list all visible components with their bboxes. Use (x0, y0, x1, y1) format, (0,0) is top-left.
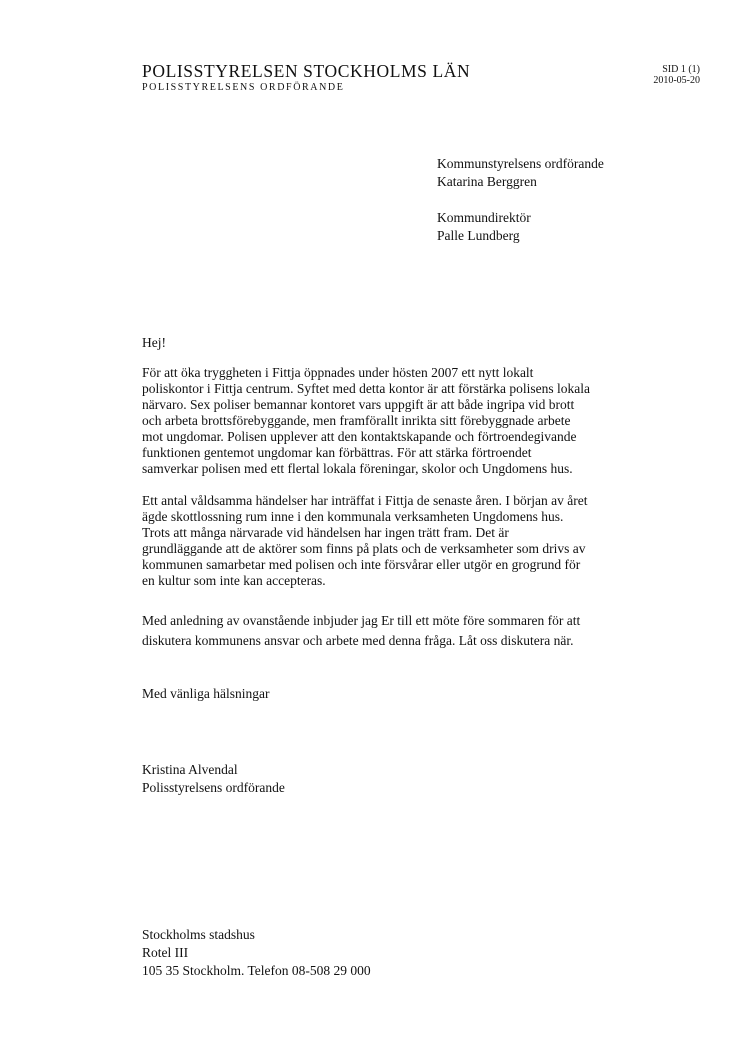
recipient-title: Kommundirektör (437, 210, 531, 225)
signer-name: Kristina Alvendal (142, 762, 238, 777)
address-line-2: Rotel III (142, 945, 189, 960)
document-meta (580, 64, 700, 86)
recipient-title: Kommunstyrelsens ordförande (437, 156, 604, 171)
paragraph-1: För att öka tryggheten i Fittja öppnades under hösten 2007 ett nytt lokalt poliskontor i Fittja centrum. Syftet med detta kontor är att förstärka polisens lokala närvaro. Sex poliser bemannar kontoret vars uppgift är att både ingripa vid brott och arbeta brottsförebyggande, men framförallt inrikta sitt förebyggnade arbete mot ungdomar. Polisen upplever att den kontaktskapande och förtroendegivande funktionen gentemot ungdomar kan förbättras. För att stärka förtroendet samverkar polisen med ett flertal lokala föreningar, skolor och Ungdomens hus. (142, 365, 591, 476)
department-name: POLISSTYRELSENS ORDFÖRANDE (142, 82, 345, 93)
recipient-name: Katarina Berggren (437, 174, 537, 189)
recipient-1 (437, 155, 604, 191)
paragraph-3: Med anledning av ovanstående inbjuder jag Er till ett möte före sommaren för att diskutera kommunens ansvar och arbete med denna fråga. Låt oss diskutera när. (142, 613, 581, 648)
recipient-block (437, 155, 604, 263)
page-number: SID 1 (1) (662, 64, 700, 75)
address-line-3: 105 35 Stockholm. Telefon 08-508 29 000 (142, 963, 371, 978)
organization-name: POLISSTYRELSEN STOCKHOLMS LÄN (142, 61, 471, 81)
address-line-1: Stockholms stadshus (142, 927, 255, 942)
signer-title: Polisstyrelsens ordförande (142, 780, 285, 795)
paragraph-2: Ett antal våldsamma händelser har inträffat i Fittja de senaste åren. I början av året ägde skottlossning rum inne i den kommunala verksamheten Ungdomens hus. Trots att många närvarade vid händelsen har ingen trätt fram. Det är grundläggande att de aktörer som finns på plats och de verksamheter som drivs av kommunen samarbetar med polisen och inte försvårar eller utgör en grogrund för en kultur som inte kan accepteras. (142, 493, 588, 588)
footer-address (142, 926, 371, 980)
recipient-2 (437, 209, 604, 245)
document-date: 2010-05-20 (653, 75, 700, 86)
closing: Med vänliga hälsningar (142, 686, 270, 701)
greeting: Hej! (142, 335, 166, 350)
recipient-name: Palle Lundberg (437, 228, 520, 243)
letter-body (142, 335, 642, 797)
